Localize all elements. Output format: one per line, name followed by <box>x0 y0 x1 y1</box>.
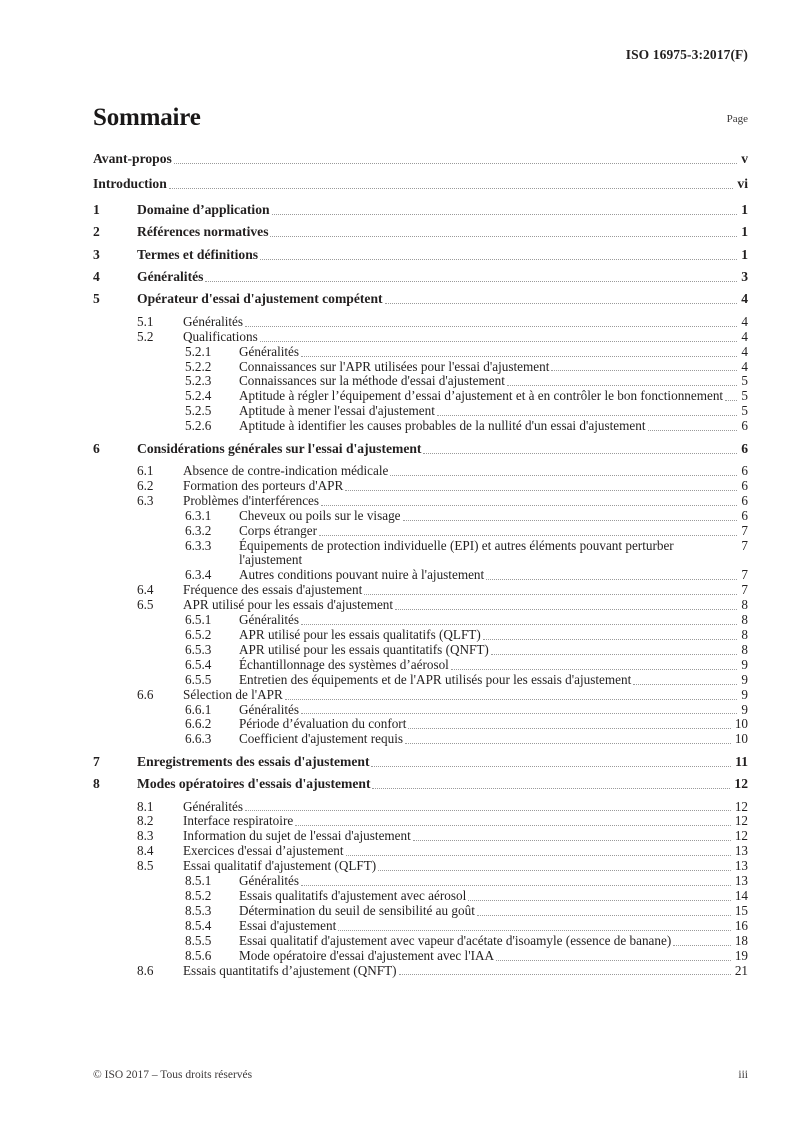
toc-leader-dots <box>671 936 733 949</box>
toc-leader-dots <box>494 951 733 964</box>
toc-entry-number: 6.5.1 <box>185 612 212 628</box>
toc-leader-dots <box>167 179 736 192</box>
toc-entry-body <box>183 800 748 815</box>
toc-entry-page-number: 6 <box>741 477 748 493</box>
toc-leader-dots <box>268 227 739 240</box>
toc-entry-body <box>137 777 748 792</box>
toc-entry-page-number: 14 <box>734 887 748 903</box>
toc-entry-page-number: 5 <box>741 388 748 404</box>
toc-entry-body <box>239 509 748 524</box>
toc-entry-number: 8.5.2 <box>185 887 212 903</box>
toc-entry[interactable] <box>93 225 748 240</box>
toc-entry-title: Avant-propos <box>93 151 172 166</box>
toc-entry-body <box>239 643 748 658</box>
toc-entry-title: Autres conditions pouvant nuire à l'ajustement <box>239 567 485 583</box>
toc-entry[interactable] <box>93 755 748 770</box>
toc-leader-dots <box>421 444 739 457</box>
toc-leader-dots <box>317 526 739 539</box>
page-title: Sommaire <box>93 104 201 131</box>
toc-entry-number: 6.6 <box>137 686 154 702</box>
toc-leader-dots <box>270 205 740 218</box>
toc-leader-dots <box>475 906 733 919</box>
toc-leader-dots <box>489 645 740 658</box>
toc-entry-title: Exercices d'essai d’ajustement <box>183 843 344 859</box>
toc-entry-body <box>239 889 748 904</box>
toc-entry[interactable] <box>93 844 748 859</box>
toc-entry-body <box>239 613 748 628</box>
toc-entry-number: 5.2.5 <box>185 403 212 419</box>
toc-entry-page-number: 1 <box>741 201 748 217</box>
toc-entry-title: Généralités <box>183 313 244 329</box>
toc-leader-dots <box>293 816 733 829</box>
toc-entry-body <box>183 964 748 979</box>
toc-leader-dots <box>243 801 733 814</box>
toc-entry[interactable] <box>93 509 748 524</box>
toc-entry-body <box>137 203 748 218</box>
toc-entry-page-number: 4 <box>741 358 748 374</box>
toc-entry-page-number: 12 <box>734 828 748 844</box>
toc-entry-title: Cheveux ou poils sur le visage <box>239 507 401 523</box>
toc-leader-dots <box>505 376 740 389</box>
toc-entry[interactable] <box>93 673 748 688</box>
toc-entry-page-number: 1 <box>741 246 748 262</box>
toc-entry-page-number: 6 <box>741 507 748 523</box>
toc-entry-body <box>239 539 748 569</box>
toc-entry[interactable] <box>93 829 748 844</box>
toc-entry-body <box>239 919 748 934</box>
toc-entry[interactable] <box>93 442 748 457</box>
toc-entry-number: 6.6.1 <box>185 701 212 717</box>
toc-entry-number: 5.2.6 <box>185 418 212 434</box>
toc-entry-title: Information du sujet de l'essai d'ajustement <box>183 828 411 844</box>
toc-entry-number: 5.2.3 <box>185 373 212 389</box>
toc-entry[interactable] <box>93 800 748 815</box>
toc-entry-number: 8.5 <box>137 858 154 874</box>
toc-entry-title: Généralités <box>239 343 300 359</box>
toc-entry[interactable] <box>93 658 748 673</box>
toc-entry-body <box>137 225 748 240</box>
toc-entry-number: 5 <box>93 291 100 307</box>
toc-entry-title: APR utilisé pour les essais quantitatifs (QNFT) <box>239 641 489 657</box>
toc-entry[interactable] <box>93 419 748 434</box>
toc-entry[interactable] <box>93 330 748 345</box>
toc-entry-body <box>183 315 748 330</box>
toc-entry-page-number: 9 <box>741 686 748 702</box>
toc-leader-dots <box>370 779 732 792</box>
toc-entry-page-number: 9 <box>741 671 748 687</box>
toc-entry[interactable] <box>93 859 748 874</box>
toc-entry-title: Fréquence des essais d'ajustement <box>183 582 363 598</box>
toc-entry-title: Généralités <box>183 798 244 814</box>
toc-entry[interactable] <box>93 539 748 569</box>
toc-leader-dots <box>484 570 739 583</box>
toc-entry-number: 8 <box>93 776 100 792</box>
toc-leader-dots <box>646 421 740 434</box>
toc-leader-dots <box>723 391 739 404</box>
toc-leader-dots <box>376 861 733 874</box>
toc-leader-dots <box>411 831 733 844</box>
toc-leader-dots <box>393 600 739 613</box>
toc-entry-number: 7 <box>93 753 100 769</box>
toc-entry-number: 8.4 <box>137 843 154 859</box>
document-header-standard-reference: ISO 16975-3:2017(F) <box>625 47 748 62</box>
toc-entry-page-number: 18 <box>734 932 748 948</box>
toc-entry-body <box>137 292 748 307</box>
toc-leader-dots <box>435 406 739 419</box>
toc-entry-page-number: 9 <box>741 701 748 717</box>
page-column-label: Page <box>726 113 748 125</box>
toc-entry-page-number: 10 <box>734 716 748 732</box>
toc-entry-number: 6.6.3 <box>185 731 212 747</box>
toc-entry[interactable] <box>93 464 748 479</box>
toc-leader-dots <box>403 734 733 747</box>
toc-entry-body <box>239 524 748 539</box>
toc-entry-page-number: 6 <box>741 492 748 508</box>
toc-entry-title: Aptitude à mener l'essai d'ajustement <box>239 403 435 419</box>
toc-entry-page-number: 7 <box>741 537 748 553</box>
toc-entry-body <box>137 248 748 263</box>
toc-entry-number: 1 <box>93 201 100 217</box>
contents-title-row <box>93 103 748 133</box>
toc-entry-number: 8.5.6 <box>185 947 212 963</box>
toc-entry-title: Essai qualitatif d'ajustement avec vapeur d'acétate d'isoamyle (essence de banane) <box>239 932 672 948</box>
toc-entry-page-number: 6 <box>741 463 748 478</box>
toc-leader-dots <box>401 511 740 524</box>
toc-entry-body <box>239 673 748 688</box>
toc-entry-body <box>239 360 748 375</box>
toc-entry-body <box>183 814 748 829</box>
table-of-contents <box>93 152 748 978</box>
toc-entry[interactable] <box>93 814 748 829</box>
toc-entry-title: Termes et définitions <box>137 246 259 262</box>
toc-leader-dots <box>449 660 740 673</box>
toc-entry-body <box>239 874 748 889</box>
toc-entry-number: 6.3.4 <box>185 567 212 583</box>
toc-entry-body <box>239 374 748 389</box>
toc-entry[interactable] <box>93 524 748 539</box>
toc-leader-dots <box>631 675 739 688</box>
toc-entry-page-number: 8 <box>741 612 748 628</box>
toc-entry[interactable] <box>93 315 748 330</box>
toc-entry-number: 6.5.3 <box>185 641 212 657</box>
toc-leader-dots <box>369 757 733 770</box>
toc-entry-page-number: 6 <box>741 418 748 434</box>
toc-entry-body <box>239 419 748 434</box>
toc-entry-body <box>93 177 748 192</box>
toc-entry-page-number: 5 <box>741 373 748 389</box>
toc-entry-page-number: vi <box>737 176 748 192</box>
toc-entry-title: Aptitude à régler l’équipement d’essai d’ajustement et à en contrôler le bon fonctionnement <box>239 388 724 404</box>
toc-entry-page-number: 8 <box>741 626 748 642</box>
toc-entry-title: Coefficient d'ajustement requis <box>239 731 403 747</box>
toc-leader-dots <box>203 272 739 285</box>
toc-entry-number: 8.6 <box>137 962 154 978</box>
toc-entry-body <box>239 904 748 919</box>
toc-leader-dots <box>383 294 740 307</box>
toc-entry-number: 6.5.2 <box>185 626 212 642</box>
toc-leader-dots <box>343 481 739 494</box>
toc-entry-title: APR utilisé pour les essais qualitatifs (QLFT) <box>239 626 481 642</box>
toc-entry-number: 8.5.3 <box>185 902 212 918</box>
toc-entry[interactable] <box>93 703 748 718</box>
toc-entry-title: Introduction <box>93 176 167 192</box>
toc-leader-dots <box>283 690 740 703</box>
toc-entry-number: 6.3.3 <box>185 537 212 553</box>
toc-leader-dots <box>258 332 740 345</box>
toc-entry-page-number: 15 <box>734 902 748 918</box>
toc-entry-body <box>183 859 748 874</box>
toc-leader-dots <box>299 347 739 360</box>
toc-entry-page-number: 10 <box>734 731 748 747</box>
toc-leader-dots <box>172 154 739 167</box>
toc-entry-number: 6.5.4 <box>185 656 212 672</box>
toc-entry-title: Problèmes d'interférences <box>183 492 320 508</box>
toc-leader-dots <box>481 630 740 643</box>
toc-entry-page-number: 12 <box>734 813 748 829</box>
toc-entry-title: Formation des porteurs d'APR <box>183 477 344 493</box>
toc-entry[interactable] <box>93 628 748 643</box>
toc-entry-body <box>239 404 748 419</box>
toc-entry-page-number: 8 <box>741 597 748 613</box>
toc-entry-title: Interface respiratoire <box>183 813 294 829</box>
toc-entry-title: Enregistrements des essais d'ajustement <box>137 753 370 769</box>
toc-entry-body <box>239 389 748 404</box>
toc-entry-title: Période d’évaluation du confort <box>239 716 407 732</box>
toc-entry-page-number: 9 <box>741 656 748 672</box>
toc-entry-title: Connaissances sur la méthode d'essai d'ajustement <box>239 373 505 389</box>
toc-entry-body <box>137 442 748 457</box>
toc-entry-page-number: 3 <box>741 269 748 285</box>
toc-entry-title: Échantillonnage des systèmes d’aérosol <box>239 656 449 672</box>
toc-leader-dots <box>388 466 739 479</box>
toc-entry-number: 5.1 <box>137 313 154 329</box>
toc-entry-body <box>137 270 748 285</box>
footer-page-number: iii <box>738 1069 748 1081</box>
toc-entry[interactable] <box>93 949 748 964</box>
toc-entry-title: Connaissances sur l'APR utilisées pour l'essai d'ajustement <box>239 358 550 374</box>
toc-entry-title: Généralités <box>137 269 204 285</box>
toc-entry-title: APR utilisé pour les essais d'ajustement <box>183 597 394 613</box>
toc-entry-body <box>239 717 748 732</box>
toc-entry-title: Corps étranger <box>239 522 317 538</box>
toc-entry-page-number: 5 <box>741 403 748 419</box>
toc-leader-dots <box>258 250 739 263</box>
toc-entry-body <box>183 844 748 859</box>
toc-leader-dots <box>362 585 739 598</box>
toc-entry[interactable] <box>93 203 748 218</box>
toc-entry[interactable] <box>93 389 748 404</box>
toc-entry[interactable] <box>93 717 748 732</box>
toc-entry[interactable] <box>93 152 748 167</box>
toc-entry-number: 8.3 <box>137 828 154 844</box>
toc-entry-body <box>239 934 748 949</box>
toc-entry-page-number: 16 <box>734 917 748 933</box>
toc-entry-title: Essais qualitatifs d'ajustement avec aérosol <box>239 887 467 903</box>
toc-entry-number: 5.2.4 <box>185 388 212 404</box>
toc-entry[interactable] <box>93 964 748 979</box>
toc-entry[interactable] <box>93 643 748 658</box>
toc-leader-dots <box>243 317 739 330</box>
toc-entry-number: 6.5 <box>137 597 154 613</box>
toc-entry-number: 5.2 <box>137 328 154 344</box>
toc-entry-title: Modes opératoires d'essais d'ajustement <box>137 776 371 792</box>
toc-entry-number: 6.1 <box>137 463 154 478</box>
toc-entry-title: Considérations générales sur l'essai d'ajustement <box>137 440 422 456</box>
toc-entry-title: Aptitude à identifier les causes probables de la nullité d'un essai d'ajustement <box>239 418 646 434</box>
toc-entry-page-number: 4 <box>741 313 748 329</box>
toc-entry-page-number: 8 <box>741 641 748 657</box>
toc-entry-title: Qualifications <box>183 328 258 344</box>
toc-entry-number: 4 <box>93 269 100 285</box>
toc-entry[interactable] <box>93 494 748 509</box>
toc-leader-dots <box>735 555 739 568</box>
toc-entry[interactable] <box>93 919 748 934</box>
toc-entry-page-number: 1 <box>741 224 748 240</box>
toc-entry-body <box>183 479 748 494</box>
toc-entry[interactable] <box>93 889 748 904</box>
toc-entry-body <box>93 152 748 167</box>
toc-entry-page-number: 11 <box>735 753 748 769</box>
toc-entry[interactable] <box>93 374 748 389</box>
toc-entry[interactable] <box>93 292 748 307</box>
toc-entry-page-number: 12 <box>734 776 748 792</box>
toc-entry-page-number: 4 <box>741 343 748 359</box>
toc-entry-body <box>183 598 748 613</box>
toc-entry-number: 8.5.5 <box>185 932 212 948</box>
toc-entry-title: Essais quantitatifs d’ajustement (QNFT) <box>183 962 397 978</box>
toc-entry-body <box>183 688 748 703</box>
toc-entry-number: 2 <box>93 224 100 240</box>
toc-entry-number: 8.5.1 <box>185 873 212 889</box>
toc-entry-number: 8.1 <box>137 798 154 814</box>
toc-entry[interactable] <box>93 248 748 263</box>
toc-entry-title: Sélection de l'APR <box>183 686 283 702</box>
toc-entry-body <box>239 949 748 964</box>
toc-entry-body <box>183 583 748 598</box>
toc-entry-number: 5.2.1 <box>185 343 212 359</box>
toc-entry-body <box>239 568 748 583</box>
toc-leader-dots <box>549 361 739 374</box>
toc-leader-dots <box>319 496 739 509</box>
toc-entry-number: 6.3.2 <box>185 522 212 538</box>
toc-entry-title: Entretien des équipements et de l'APR utilisés pour les essais d'ajustement <box>239 671 632 687</box>
toc-entry-page-number: 7 <box>741 522 748 538</box>
toc-entry-title: Détermination du seuil de sensibilité au goût <box>239 902 475 918</box>
toc-entry-title: Généralités <box>239 701 300 717</box>
toc-leader-dots <box>299 876 733 889</box>
toc-entry-title: Absence de contre-indication médicale <box>183 463 389 478</box>
toc-entry-body <box>239 658 748 673</box>
toc-entry-title: Références normatives <box>137 224 269 240</box>
toc-entry-body <box>183 330 748 345</box>
toc-leader-dots <box>299 704 739 717</box>
toc-entry-body <box>183 464 748 479</box>
toc-leader-dots <box>466 891 733 904</box>
toc-entry-title: Généralités <box>239 612 300 628</box>
toc-entry-page-number: 19 <box>734 947 748 963</box>
toc-entry-page-number: 13 <box>734 858 748 874</box>
toc-entry-number: 3 <box>93 246 100 262</box>
toc-entry[interactable] <box>93 598 748 613</box>
toc-entry-title: Domaine d’application <box>137 201 270 217</box>
toc-entry-number: 6.3 <box>137 492 154 508</box>
toc-leader-dots <box>344 846 733 859</box>
toc-entry-number: 8.5.4 <box>185 917 212 933</box>
toc-entry[interactable] <box>93 732 748 747</box>
toc-entry-number: 8.2 <box>137 813 154 829</box>
toc-entry[interactable] <box>93 583 748 598</box>
toc-entry[interactable] <box>93 177 748 192</box>
toc-entry-body <box>239 345 748 360</box>
toc-entry-page-number: 4 <box>741 291 748 307</box>
toc-entry-number: 5.2.2 <box>185 358 212 374</box>
toc-entry[interactable] <box>93 613 748 628</box>
toc-entry-page-number: 13 <box>734 873 748 889</box>
toc-entry-number: 6.4 <box>137 582 154 598</box>
toc-leader-dots <box>406 719 732 732</box>
toc-entry-title: Essai qualitatif d'ajustement (QLFT) <box>183 858 377 874</box>
toc-leader-dots <box>397 965 733 978</box>
toc-entry-title: Mode opératoire d'essai d'ajustement avec l'IAA <box>239 947 495 963</box>
toc-entry-title: Généralités <box>239 873 300 889</box>
toc-entry-number: 6.3.1 <box>185 507 212 523</box>
toc-entry-body <box>183 494 748 509</box>
document-footer <box>93 1069 748 1081</box>
toc-entry-title: Opérateur d'essai d'ajustement compétent <box>137 291 383 307</box>
toc-leader-dots <box>336 921 733 934</box>
toc-entry-body <box>137 755 748 770</box>
toc-entry[interactable] <box>93 904 748 919</box>
toc-entry-body <box>239 703 748 718</box>
toc-entry-number: 6.6.2 <box>185 716 212 732</box>
toc-entry-body <box>183 829 748 844</box>
toc-entry[interactable] <box>93 360 748 375</box>
toc-leader-dots <box>299 615 739 628</box>
toc-entry-title: Équipements de protection individuelle (EPI) et autres éléments pouvant perturber l'ajustement <box>239 537 674 568</box>
toc-entry[interactable] <box>93 404 748 419</box>
toc-entry-page-number: 7 <box>741 567 748 583</box>
toc-entry-page-number: 21 <box>734 962 748 978</box>
toc-entry-title: Essai d'ajustement <box>239 917 337 933</box>
toc-entry[interactable] <box>93 688 748 703</box>
toc-entry[interactable] <box>93 934 748 949</box>
toc-entry-number: 6.5.5 <box>185 671 212 687</box>
toc-entry[interactable] <box>93 874 748 889</box>
toc-entry[interactable] <box>93 479 748 494</box>
toc-entry-body <box>239 732 748 747</box>
toc-entry[interactable] <box>93 777 748 792</box>
toc-entry[interactable] <box>93 270 748 285</box>
footer-copyright: © ISO 2017 – Tous droits réservés <box>93 1069 253 1081</box>
toc-entry[interactable] <box>93 568 748 583</box>
toc-entry-page-number: 12 <box>734 798 748 814</box>
toc-entry[interactable] <box>93 345 748 360</box>
toc-entry-number: 6 <box>93 440 100 456</box>
toc-entry-page-number: 6 <box>741 440 748 456</box>
toc-entry-page-number: v <box>741 151 748 166</box>
toc-entry-body <box>239 628 748 643</box>
toc-entry-number: 6.2 <box>137 477 154 493</box>
toc-entry-page-number: 7 <box>741 582 748 598</box>
toc-entry-page-number: 13 <box>734 843 748 859</box>
toc-entry-page-number: 4 <box>741 328 748 344</box>
